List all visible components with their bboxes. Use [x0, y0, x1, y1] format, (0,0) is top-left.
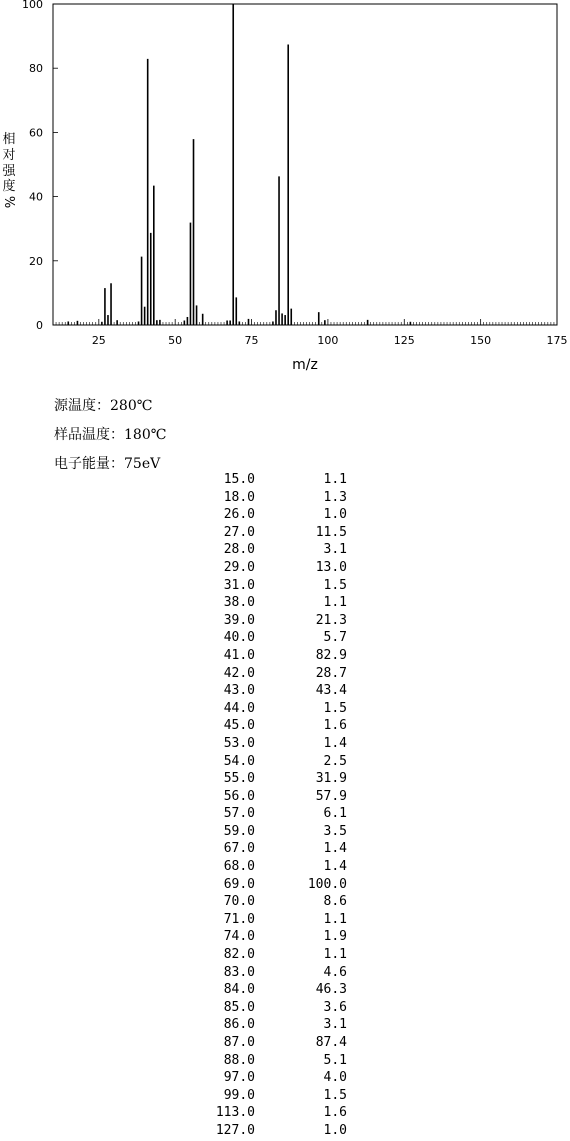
mz-value: 87.0: [223, 1035, 255, 1050]
y-axis-label-char: %: [1, 195, 16, 209]
table-row: [0, 859, 570, 877]
mz-value: 70.0: [223, 894, 255, 910]
mz-value: 99.0: [223, 1087, 255, 1103]
table-row: [0, 824, 570, 842]
table-row: [0, 1123, 570, 1141]
table-row: [0, 736, 570, 754]
mz-value: 26.0: [223, 507, 255, 523]
mz-value: 88.0: [223, 1052, 255, 1068]
table-row: [0, 754, 570, 772]
abundance-value: 3.6: [323, 999, 347, 1015]
mz-value: 67.0: [223, 841, 255, 857]
abundance-value: 1.4: [323, 735, 347, 751]
electron-energy: 电子能量：75eV: [54, 456, 161, 472]
y-tick-label: 40: [29, 190, 43, 204]
table-row: [0, 771, 570, 789]
table-row: [0, 630, 570, 648]
mz-value: 71.0: [223, 911, 255, 927]
table-row: [0, 789, 570, 807]
abundance-value: 31.9: [315, 771, 347, 787]
abundance-value: 8.6: [323, 894, 347, 910]
abundance-value: 1.3: [323, 489, 347, 505]
table-row: [0, 560, 570, 578]
y-tick-label: 100: [22, 0, 43, 11]
table-row: [0, 929, 570, 947]
table-row: [0, 1035, 570, 1053]
mz-value: 57.0: [223, 806, 255, 822]
abundance-value: 5.7: [323, 630, 347, 646]
x-tick-label: 25: [91, 334, 106, 347]
abundance-value: 46.3: [315, 982, 347, 998]
abundance-value: 21.3: [315, 612, 347, 628]
x-tick-label: 50: [168, 334, 183, 347]
abundance-value: 11.5: [315, 524, 347, 540]
table-row: [0, 1088, 570, 1106]
mz-value: 83.0: [223, 964, 255, 980]
x-tick-label: 150: [470, 334, 492, 347]
table-row: [0, 894, 570, 912]
mz-value: 127.0: [215, 1122, 255, 1138]
abundance-value: 13.0: [315, 559, 347, 575]
abundance-value: 6.1: [323, 806, 347, 822]
mz-value: 45.0: [223, 718, 255, 734]
table-row: [0, 1053, 570, 1071]
table-row: [0, 542, 570, 560]
abundance-value: 1.5: [323, 700, 347, 716]
mz-value: 86.0: [223, 1017, 255, 1033]
source-temperature: 源温度：280℃: [54, 398, 153, 414]
x-axis-label: m/z: [292, 357, 318, 373]
table-row: [0, 525, 570, 543]
y-tick-label: 20: [29, 254, 43, 268]
mz-value: 74.0: [223, 929, 255, 945]
abundance-value: 1.1: [323, 472, 347, 487]
sample-temperature: 样品温度：180℃: [54, 427, 167, 443]
abundance-value: 1.1: [323, 911, 347, 927]
table-row: [0, 472, 570, 490]
abundance-value: 3.1: [323, 1017, 347, 1033]
abundance-value: 1.5: [323, 577, 347, 593]
abundance-value: 1.4: [323, 841, 347, 857]
table-row: [0, 1070, 570, 1088]
table-row: [0, 578, 570, 596]
mz-value: 15.0: [223, 472, 255, 487]
mz-value: 59.0: [223, 823, 255, 839]
mz-value: 31.0: [223, 577, 255, 593]
y-tick-label: 80: [29, 62, 43, 76]
y-axis-label: [1, 131, 16, 208]
y-axis-label-char: 强: [2, 164, 16, 179]
abundance-value: 3.1: [323, 542, 347, 558]
mass-spectrum-chart: [0, 0, 570, 380]
table-row: [0, 507, 570, 525]
mz-value: 55.0: [223, 771, 255, 787]
mz-value: 97.0: [223, 1070, 255, 1086]
mz-value: 43.0: [223, 683, 255, 699]
abundance-value: 57.9: [315, 788, 347, 804]
y-axis-label-char: 度: [2, 179, 16, 194]
mz-value: 27.0: [223, 524, 255, 540]
mz-value: 39.0: [223, 612, 255, 628]
abundance-value: 43.4: [315, 683, 347, 699]
abundance-value: 1.9: [323, 929, 347, 945]
mz-value: 41.0: [223, 647, 255, 663]
table-row: [0, 648, 570, 666]
spectrum-bars: [68, 4, 410, 325]
table-row: [0, 613, 570, 631]
mz-value: 82.0: [223, 947, 255, 963]
major-ticks: [53, 4, 557, 325]
abundance-value: 100.0: [307, 876, 347, 892]
table-row: [0, 666, 570, 684]
plot-frame: [53, 4, 557, 325]
y-tick-label: 60: [29, 126, 43, 140]
mz-value: 44.0: [223, 700, 255, 716]
abundance-value: 1.5: [323, 1087, 347, 1103]
abundance-value: 2.5: [323, 753, 347, 769]
mz-value: 38.0: [223, 595, 255, 611]
x-tick-label: 75: [244, 334, 259, 347]
mz-value: 68.0: [223, 859, 255, 875]
y-tick-labels: [22, 0, 43, 332]
mz-value: 42.0: [223, 665, 255, 681]
abundance-value: 1.0: [323, 507, 347, 523]
mz-value: 18.0: [223, 489, 255, 505]
table-row: [0, 701, 570, 719]
mz-value: 113.0: [215, 1105, 255, 1121]
table-row: [0, 683, 570, 701]
table-row: [0, 595, 570, 613]
table-row: [0, 806, 570, 824]
abundance-value: 28.7: [315, 665, 347, 681]
peak-table: [0, 472, 570, 1141]
mz-value: 54.0: [223, 753, 255, 769]
y-axis-label-char: 相: [2, 132, 16, 147]
x-tick-label: 100: [317, 334, 339, 347]
table-row: [0, 841, 570, 859]
mz-value: 53.0: [223, 735, 255, 751]
mz-value: 85.0: [223, 999, 255, 1015]
mz-value: 40.0: [223, 630, 255, 646]
abundance-value: 4.0: [323, 1070, 347, 1086]
table-row: [0, 718, 570, 736]
abundance-value: 1.6: [323, 718, 347, 734]
table-row: [0, 877, 570, 895]
mz-value: 29.0: [223, 559, 255, 575]
x-tick-label: 175: [546, 334, 568, 347]
y-tick-label: 0: [36, 319, 43, 332]
mz-value: 84.0: [223, 982, 255, 998]
table-row: [0, 490, 570, 508]
abundance-value: 1.1: [323, 947, 347, 963]
table-row: [0, 947, 570, 965]
abundance-value: 1.0: [323, 1122, 347, 1138]
table-row: [0, 1000, 570, 1018]
abundance-value: 1.6: [323, 1105, 347, 1121]
abundance-value: 3.5: [323, 823, 347, 839]
abundance-value: 1.1: [323, 595, 347, 611]
abundance-value: 1.4: [323, 859, 347, 875]
mz-value: 56.0: [223, 788, 255, 804]
mz-value: 69.0: [223, 876, 255, 892]
y-axis-label-char: 对: [2, 148, 16, 163]
table-row: [0, 965, 570, 983]
table-row: [0, 1017, 570, 1035]
table-row: [0, 912, 570, 930]
abundance-value: 82.9: [315, 647, 347, 663]
x-tick-labels: [92, 334, 568, 347]
table-row: [0, 982, 570, 1000]
mz-value: 28.0: [223, 542, 255, 558]
abundance-value: 5.1: [323, 1052, 347, 1068]
table-row: [0, 1105, 570, 1123]
x-tick-label: 125: [393, 334, 415, 347]
abundance-value: 87.4: [315, 1035, 347, 1050]
abundance-value: 4.6: [323, 964, 347, 980]
